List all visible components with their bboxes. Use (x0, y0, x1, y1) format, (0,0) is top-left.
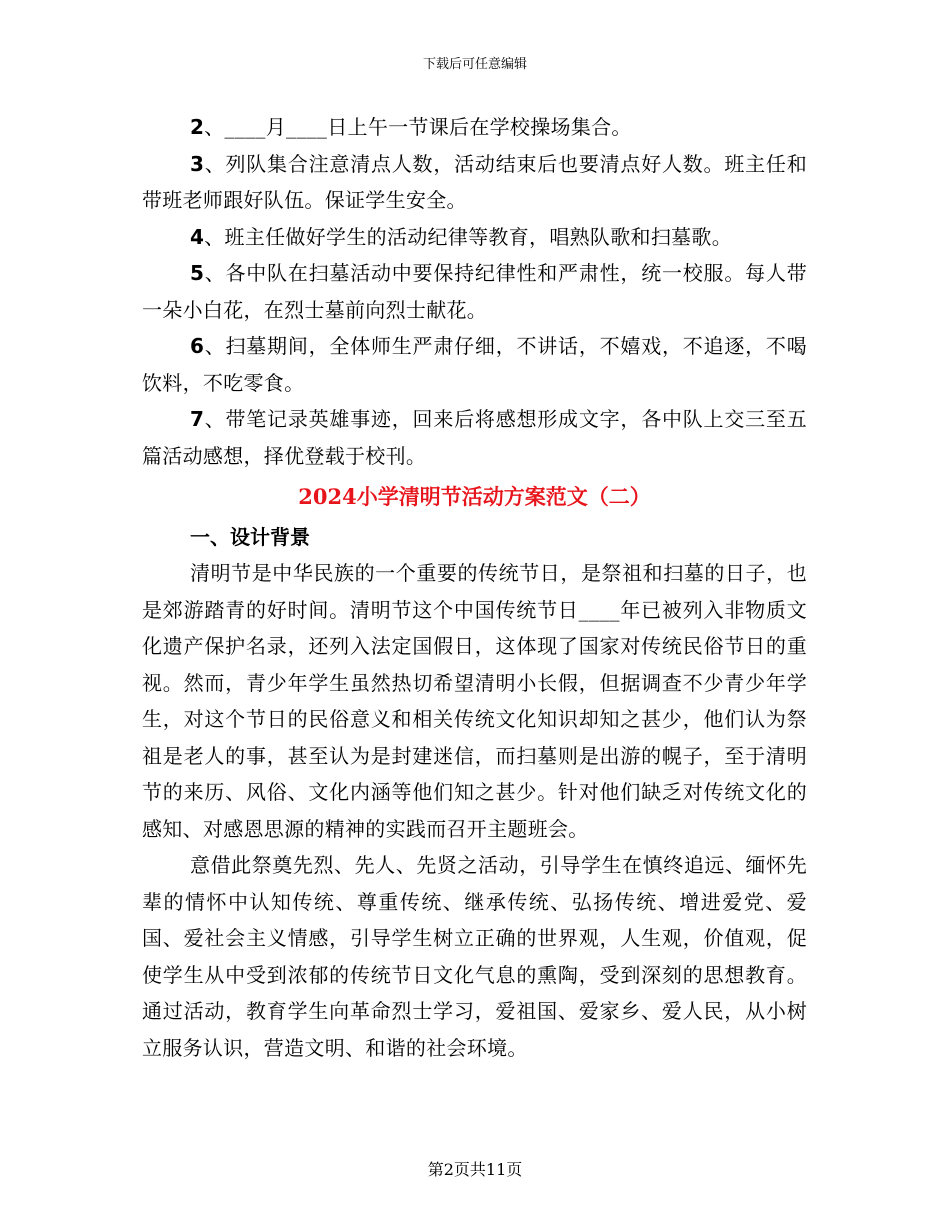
list-item (142, 146, 807, 219)
list-item-number: 6 (190, 334, 205, 358)
list-item-number: 4 (190, 224, 205, 249)
list-item-text: 、班主任做好学生的活动纪律等教育，唱熟队歌和扫墓歌。 (204, 224, 733, 249)
section-heading: 一、设计背景 (190, 525, 310, 549)
list-item-text: 、列队集合注意清点人数，活动结束后也要清点好人数。班主任和带班老师跟好队伍。保证学生安全。 (142, 151, 807, 212)
body-paragraph: 清明节是中华民族的一个重要的传统节日，是祭祖和扫墓的日子，也是郊游踏青的好时间。清明节这个中国传统节日____年已被列入非物质文化遗产保护名录，还列入法定国假日，这体现了国家对传统民俗节日的重视。然而，青少年学生虽然热切希望清明小长假，但据调查不少青少年学生，对这个节日的民俗意义和相关传统文化知识却知之甚少，他们认为祭祖是老人的事，甚至认为是封建迷信，而扫墓则是出游的幌子，至于清明节的来历、风俗、文化内涵等他们知之甚少。针对他们缺乏对传统文化的感知、对感恩思源的精神的实践而召开主题班会。 (142, 561, 807, 841)
page-footer: 第2页共11页 (427, 1160, 523, 1179)
list-item-text: 、带笔记录英雄事迹，回来后将感想形成文字，各中队上交三至五篇活动感想，择优登载于校刊。 (142, 407, 807, 468)
page-header: 下载后可任意编辑 (422, 57, 527, 72)
section-title: 2024小学清明节活动方案范文（二） (298, 484, 651, 509)
list-item (142, 219, 807, 256)
list-item (142, 328, 807, 401)
list-item-text: 、____月____日上午一节课后在学校操场集合。 (204, 115, 632, 139)
list-item-text: 、各中队在扫墓活动中要保持纪律性和严肃性，统一校服。每人带一朵小白花，在烈士墓前向烈士献花。 (142, 261, 807, 322)
document-body (142, 109, 807, 1066)
list-item-number: 3 (190, 151, 205, 176)
list-item (142, 401, 807, 474)
list-item-number: 7 (190, 407, 205, 431)
list-item-number: 2 (190, 115, 205, 139)
list-item (142, 255, 807, 328)
list-item-text: 、扫墓期间，全体师生严肃仔细，不讲话，不嬉戏，不追逐，不喝饮料，不吃零食。 (142, 334, 807, 395)
list-item-number: 5 (190, 261, 205, 285)
list-item (142, 109, 807, 146)
body-paragraph: 意借此祭奠先烈、先人、先贤之活动，引导学生在慎终追远、缅怀先辈的情怀中认知传统、尊重传统、继承传统、弘扬传统、增进爱党、爱国、爱社会主义情感，引导学生树立正确的世界观，人生观，价值观，促使学生从中受到浓郁的传统节日文化气息的熏陶，受到深刻的思想教育。通过活动，教育学生向革命烈士学习，爱祖国、爱家乡、爱人民，从小树立服务认识，营造文明、和谐的社会环境。 (142, 853, 807, 1060)
